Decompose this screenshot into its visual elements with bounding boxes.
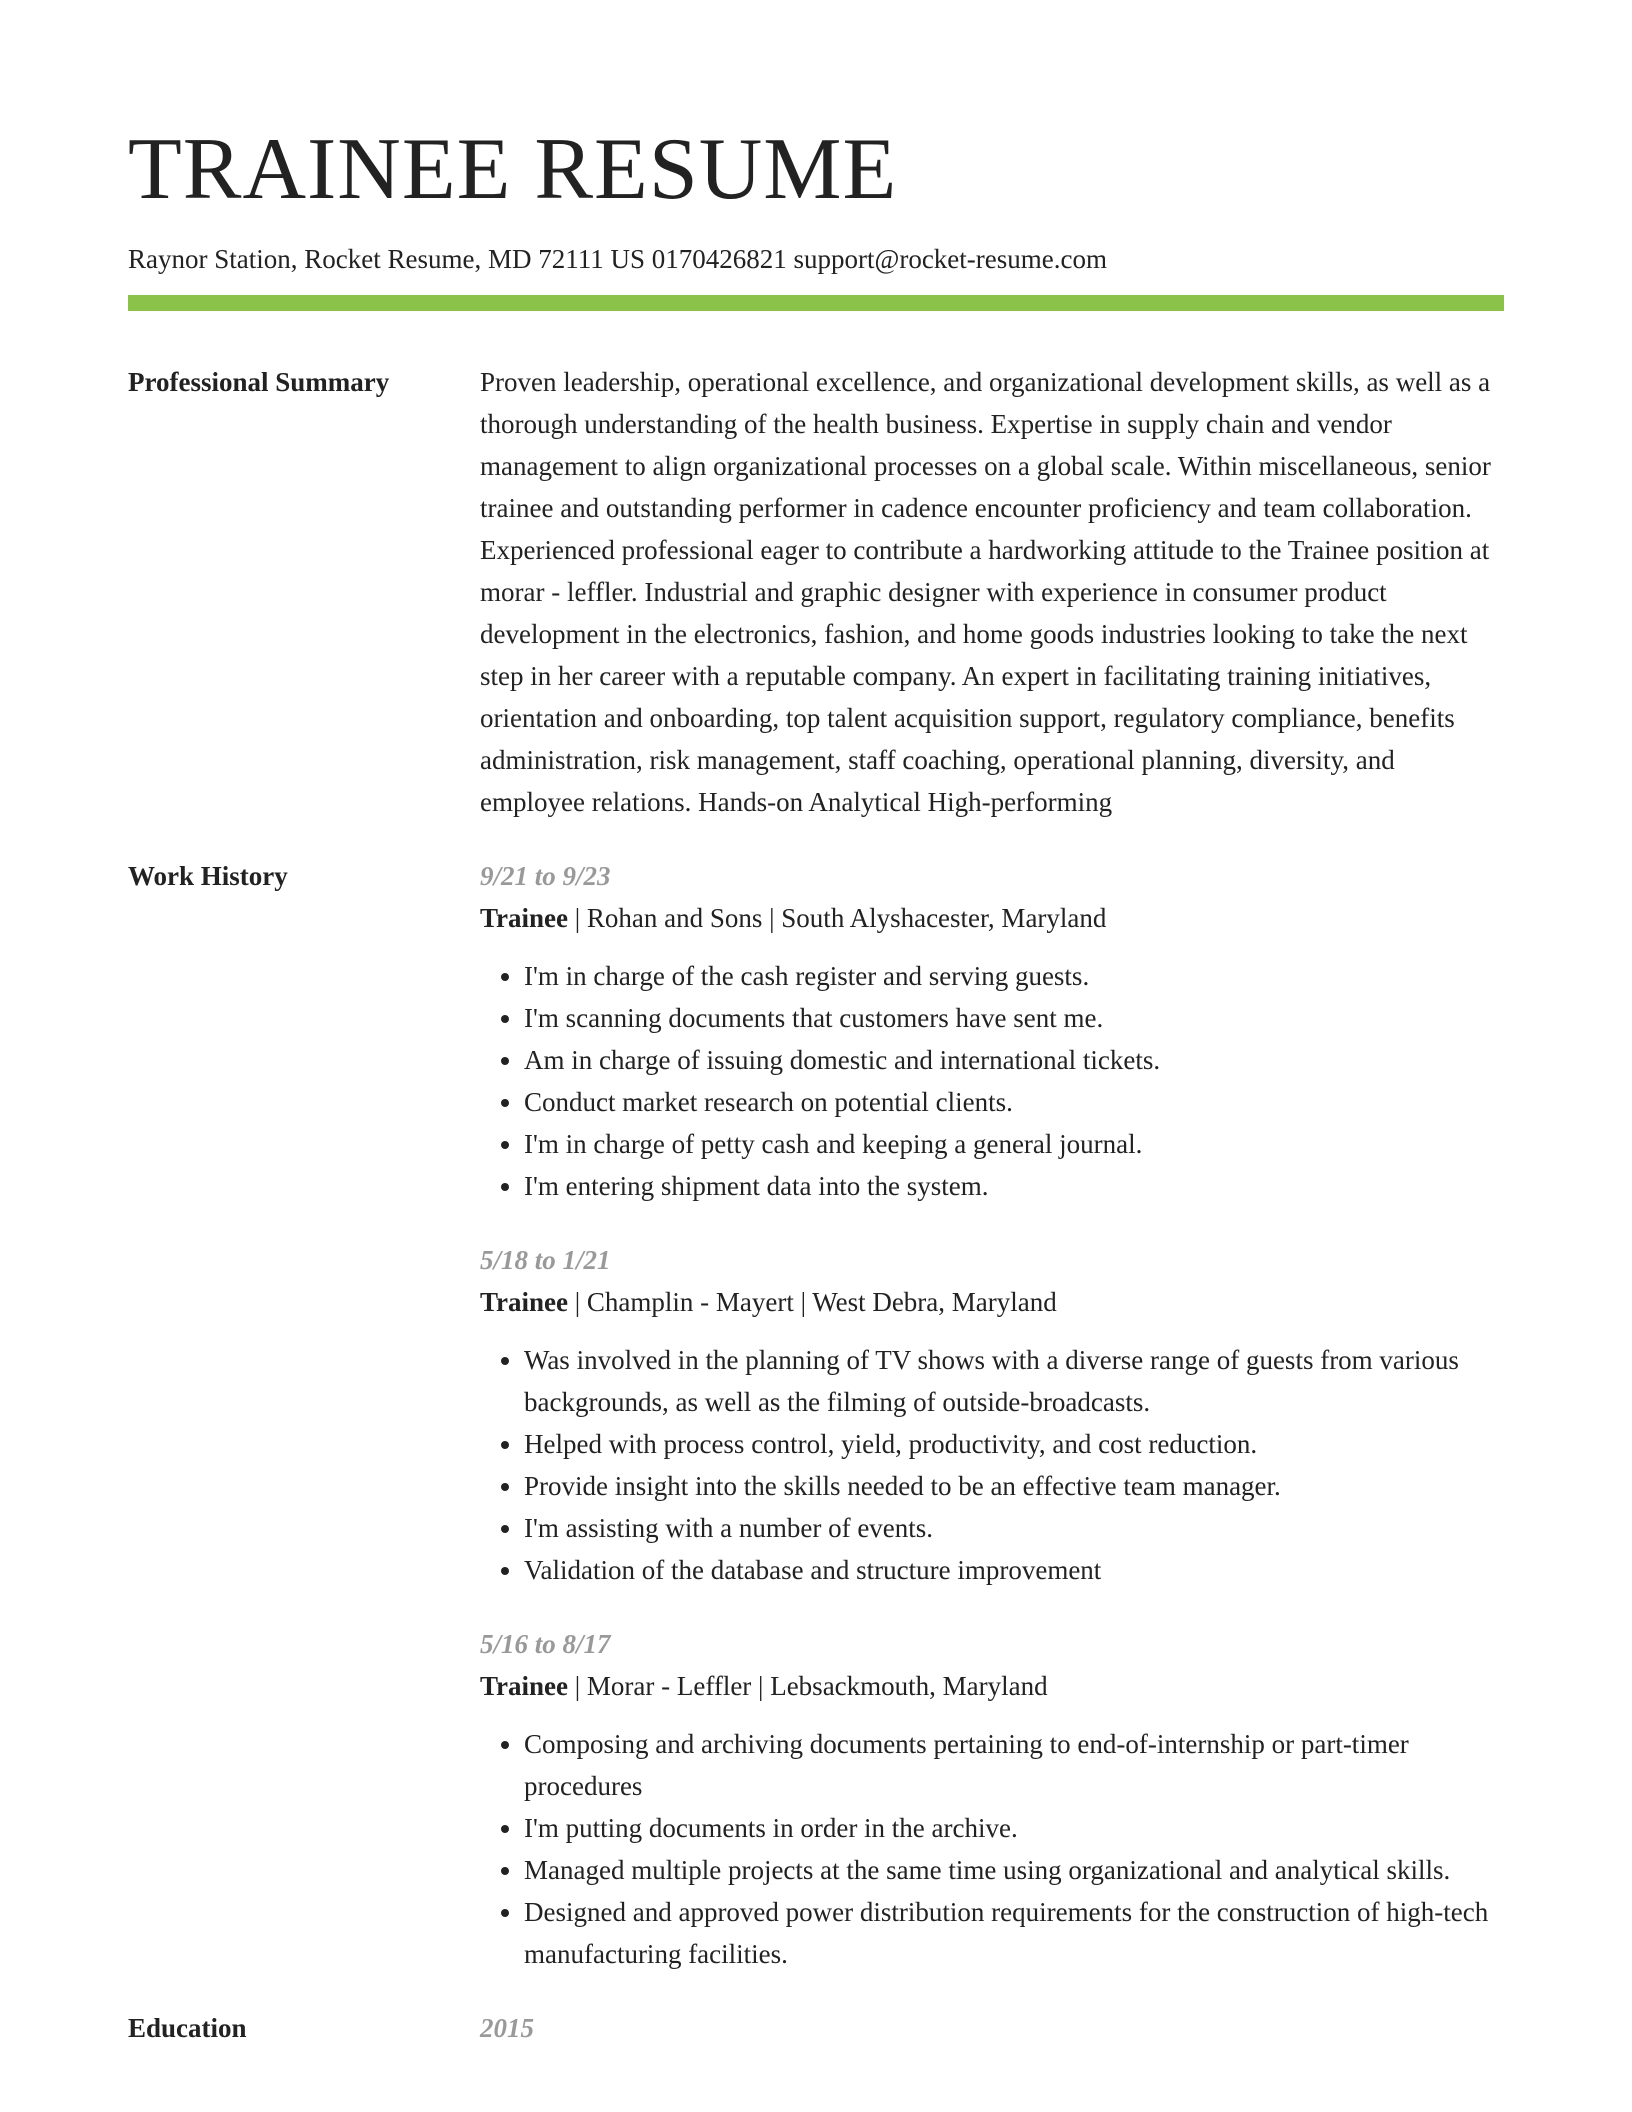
contact-line: Raynor Station, Rocket Resume, MD 72111 US 0170426821 support@rocket-resume.com bbox=[128, 244, 1107, 274]
job-entry bbox=[480, 855, 1504, 1207]
job-title: Trainee bbox=[480, 903, 568, 933]
resume-title: TRAINEE RESUME bbox=[128, 121, 898, 218]
job-bullet: • I'm entering shipment data into the system. bbox=[524, 1165, 1504, 1207]
job-entry bbox=[480, 1239, 1504, 1591]
job-details: | Rohan and Sons | South Alyshacester, Maryland bbox=[567, 903, 1107, 933]
job-dates: 5/18 to 1/21 bbox=[480, 1245, 611, 1275]
job-bullet: • Provide insight into the skills needed to be an effective team manager. bbox=[524, 1465, 1504, 1507]
education-section bbox=[128, 2007, 1504, 2049]
job-bullet: • Managed multiple projects at the same time using organizational and analytical skills. bbox=[524, 1849, 1504, 1891]
work-history-section bbox=[128, 855, 1504, 1975]
job-bullets bbox=[480, 955, 1504, 1207]
job-bullet: • I'm in charge of the cash register and serving guests. bbox=[524, 955, 1504, 997]
work-history-body bbox=[480, 855, 1504, 1975]
education-dates: 2015 bbox=[480, 2013, 534, 2043]
education-body bbox=[480, 2007, 1504, 2049]
job-bullet: • Composing and archiving documents pertaining to end-of-internship or part-timer procedures bbox=[524, 1723, 1504, 1807]
job-bullets bbox=[480, 1723, 1504, 1975]
job-bullet: • I'm assisting with a number of events. bbox=[524, 1507, 1504, 1549]
job-bullet: • Designed and approved power distribution requirements for the construction of high-tech manufacturing facilities. bbox=[524, 1891, 1504, 1975]
job-bullet: • Validation of the database and structure improvement bbox=[524, 1549, 1504, 1591]
summary-label: Professional Summary bbox=[128, 367, 390, 397]
job-bullet: • I'm putting documents in order in the archive. bbox=[524, 1807, 1504, 1849]
job-bullet: • Helped with process control, yield, productivity, and cost reduction. bbox=[524, 1423, 1504, 1465]
job-title: Trainee bbox=[480, 1671, 568, 1701]
job-entry bbox=[480, 1623, 1504, 1975]
job-details: | Morar - Leffler | Lebsackmouth, Maryland bbox=[567, 1671, 1048, 1701]
job-dates: 9/21 to 9/23 bbox=[480, 861, 611, 891]
education-label: Education bbox=[128, 2013, 247, 2043]
summary-section bbox=[128, 361, 1504, 823]
job-bullet: • I'm in charge of petty cash and keeping a general journal. bbox=[524, 1123, 1504, 1165]
job-heading bbox=[480, 1281, 1504, 1323]
job-heading bbox=[480, 1665, 1504, 1707]
job-title: Trainee bbox=[480, 1287, 568, 1317]
job-bullet: • I'm scanning documents that customers have sent me. bbox=[524, 997, 1504, 1039]
work-history-label: Work History bbox=[128, 861, 288, 891]
job-dates: 5/16 to 8/17 bbox=[480, 1629, 611, 1659]
job-bullet: • Am in charge of issuing domestic and international tickets. bbox=[524, 1039, 1504, 1081]
summary-text: Proven leadership, operational excellence, and organizational development skills, as well as a thorough understanding of the health business. Expertise in supply chain and vendor management to align organizational processes on a global scale. Within miscellaneous, senior trainee and outstanding performer in cadence encounter proficiency and team collaboration. Experienced professional eager to contribute a hardworking attitude to the Trainee position at morar - leffler. Industrial and graphic designer with experience in consumer product development in the electronics, fashion, and home goods industries looking to take the next step in her career with a reputable company. An expert in facilitating training initiatives, orientation and onboarding, top talent acquisition support, regulatory compliance, benefits administration, risk management, staff coaching, operational planning, diversity, and employee relations. Hands-on Analytical High-performing bbox=[480, 367, 1491, 817]
resume-page bbox=[128, 118, 1504, 2049]
job-details: | Champlin - Mayert | West Debra, Maryland bbox=[567, 1287, 1057, 1317]
job-bullets bbox=[480, 1339, 1504, 1591]
header-divider bbox=[128, 295, 1504, 311]
job-heading bbox=[480, 897, 1504, 939]
job-bullet: • Conduct market research on potential clients. bbox=[524, 1081, 1504, 1123]
job-bullet: • Was involved in the planning of TV shows with a diverse range of guests from various backgrounds, as well as the filming of outside-broadcasts. bbox=[524, 1339, 1504, 1423]
